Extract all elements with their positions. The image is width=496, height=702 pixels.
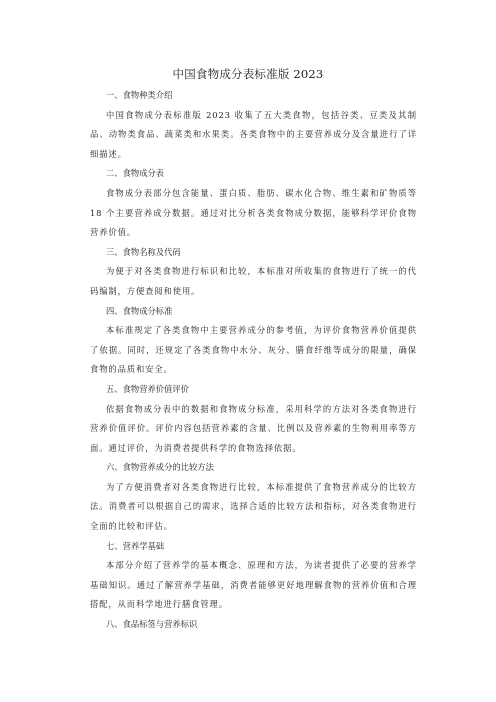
document-title: 中国食物成分表标准版 2023 bbox=[172, 67, 324, 81]
section-heading: 二、食物成分表 bbox=[106, 168, 165, 179]
section-5 bbox=[90, 380, 417, 458]
section-heading: 五、食物营养价值评价 bbox=[106, 383, 189, 394]
section-8 bbox=[90, 615, 417, 635]
section-paragraph: 中国食物成分表标准版 2023 收集了五大类食物，包括谷类、豆类及其制品、动物类食品、蔬菜类和水果类。各类食物中的主要营养成分及含量进行了详细描述。 bbox=[90, 109, 417, 159]
section-7 bbox=[90, 537, 417, 615]
section-6 bbox=[90, 458, 417, 536]
section-2 bbox=[90, 164, 417, 242]
section-4 bbox=[90, 302, 417, 380]
section-3 bbox=[90, 243, 417, 302]
section-paragraph: 本部分介绍了营养学的基本概念、原理和方法，为读者提供了必要的营养学基础知识。通过了解营养学基础，消费者能够更好地理解食物的营养价值和合理搭配，从而科学地进行膳食管理。 bbox=[90, 560, 417, 610]
section-heading: 三、食物名称及代码 bbox=[106, 246, 181, 257]
section-paragraph: 本标准规定了各类食物中主要营养成分的参考值，为评价食物营养价值提供了依据。同时，还规定了各类食物中水分、灰分、膳食纤维等成分的限量，确保食物的品质和安全。 bbox=[90, 325, 417, 375]
section-heading: 六、食物营养成分的比较方法 bbox=[106, 462, 214, 473]
section-paragraph: 为了方便消费者对各类食物进行比较，本标准提供了食物营养成分的比较方法。消费者可以根据自己的需求，选择合适的比较方法和指标，对各类食物进行全面的比较和评估。 bbox=[90, 481, 417, 532]
section-paragraph: 为便于对各类食物进行标识和比较，本标准对所收集的食物进行了统一的代码编制，方便查阅和使用。 bbox=[90, 266, 417, 296]
document-body bbox=[90, 86, 417, 635]
section-heading: 一、食物种类介绍 bbox=[106, 90, 173, 100]
section-paragraph: 食物成分表部分包含能量、蛋白质、脂肪、碳水化合物、维生素和矿物质等 18 个主要营养成分数据。通过对比分析各类食物成分数据，能够科学评价食物营养价值。 bbox=[90, 187, 417, 238]
section-1 bbox=[90, 86, 417, 164]
section-heading: 四、食物成分标准 bbox=[106, 305, 173, 316]
section-heading: 八、食品标签与营养标识 bbox=[106, 619, 198, 630]
section-heading: 七、营养学基础 bbox=[106, 540, 165, 551]
section-paragraph: 依据食物成分表中的数据和食物成分标准，采用科学的方法对各类食物进行营养价值评价。评价内容包括营养素的含量、比例以及营养素的生物利用率等方面。通过评价，为消费者提供科学的食物选择依据。 bbox=[90, 403, 417, 453]
